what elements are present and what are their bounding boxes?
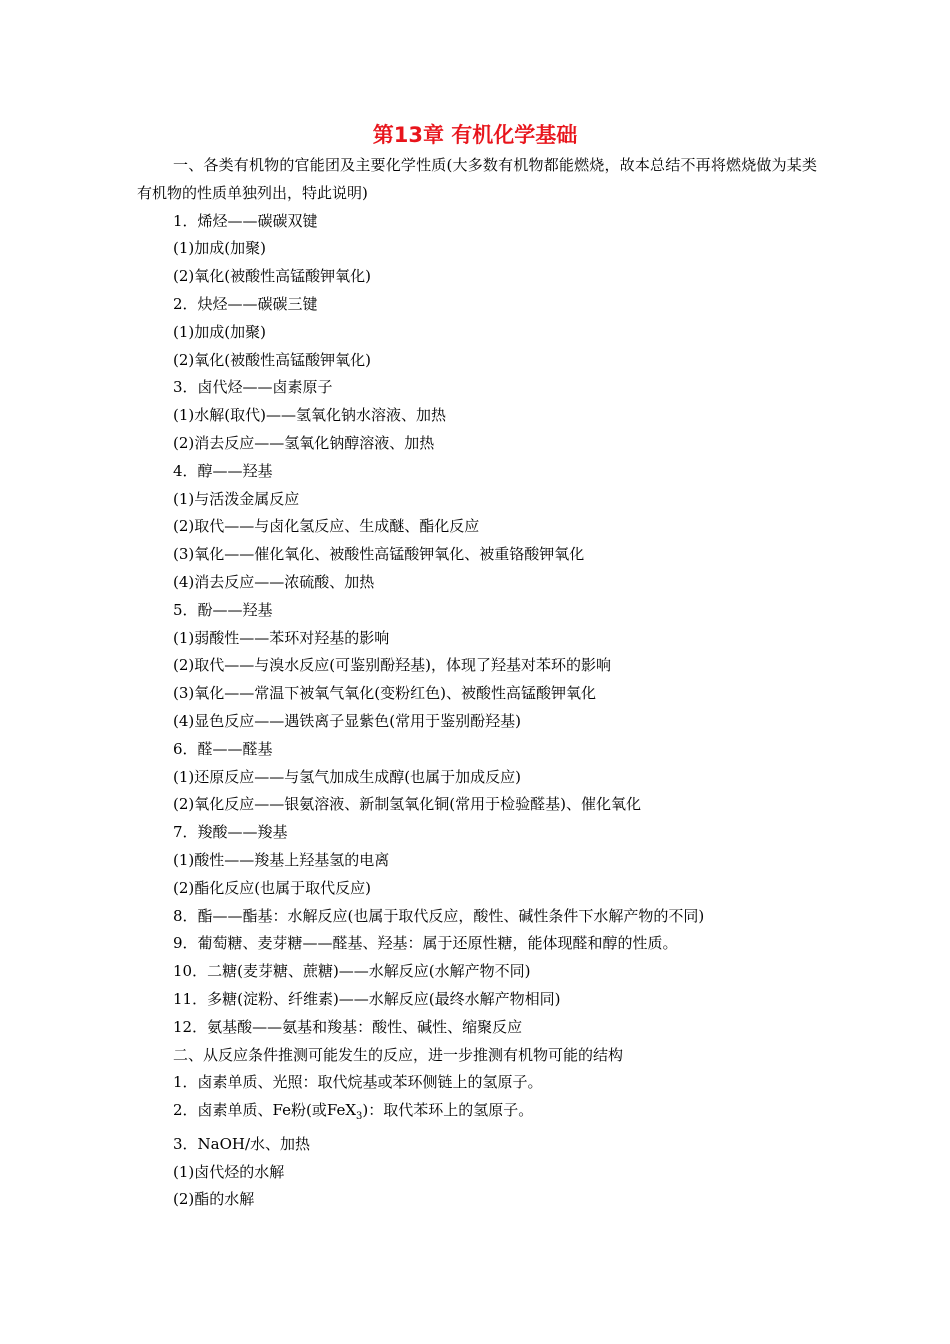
text-line: 6．醛——醛基 bbox=[173, 739, 273, 758]
text-line: (2)取代——与溴水反应(可鉴别酚羟基)，体现了羟基对苯环的影响 bbox=[173, 656, 611, 675]
text-line: 二、从反应条件推测可能发生的反应，进一步推测有机物可能的结构 bbox=[173, 1045, 624, 1064]
text-line: (1)酸性——羧基上羟基氢的电离 bbox=[173, 850, 390, 869]
text-line: (2)酯的水解 bbox=[173, 1190, 255, 1209]
text-line-fe bbox=[137, 1097, 817, 1131]
text-line: 3．卤代烃——卤素原子 bbox=[173, 378, 333, 397]
fe-line-before: 2．卤素单质、Fe粉(或FeX bbox=[173, 1101, 357, 1120]
text-line: (3)氧化——催化氧化、被酸性高锰酸钾氧化、被重铬酸钾氧化 bbox=[173, 545, 585, 564]
text-line: (1)与活泼金属反应 bbox=[173, 489, 300, 508]
content-lines bbox=[137, 208, 817, 1098]
text-line: 5．酚——羟基 bbox=[173, 600, 273, 619]
text-line: 10．二糖(麦芽糖、蔗糖)——水解反应(水解产物不同) bbox=[173, 962, 531, 981]
fe-line-subscript: 3 bbox=[356, 1111, 363, 1123]
text-line: (1)弱酸性——苯环对羟基的影响 bbox=[173, 628, 390, 647]
text-line: (3)氧化——常温下被氧气氧化(变粉红色)、被酸性高锰酸钾氧化 bbox=[173, 684, 596, 703]
text-line: 4．醇——羟基 bbox=[173, 461, 273, 480]
text-line: 1．烯烃——碳碳双键 bbox=[173, 211, 318, 230]
text-line: (1)加成(加聚) bbox=[173, 239, 266, 258]
text-line: 11．多糖(淀粉、纤维素)——水解反应(最终水解产物相同) bbox=[173, 989, 561, 1008]
intro-paragraph: 一、各类有机物的官能团及主要化学性质(大多数有机物都能燃烧，故本总结不再将燃烧做为某类有机物的性质单独列出，特此说明) bbox=[137, 156, 817, 202]
text-line: (1)还原反应——与氢气加成生成醇(也属于加成反应) bbox=[173, 767, 521, 786]
text-line: (2)消去反应——氢氧化钠醇溶液、加热 bbox=[173, 433, 435, 452]
text-line: (1)加成(加聚) bbox=[173, 322, 266, 341]
text-line: 7．羧酸——羧基 bbox=[173, 823, 288, 842]
text-line: (2)酯化反应(也属于取代反应) bbox=[173, 878, 371, 897]
document-body bbox=[137, 152, 817, 1214]
text-line: (1)卤代烃的水解 bbox=[173, 1162, 285, 1181]
text-line: (2)取代——与卤化氢反应、生成醚、酯化反应 bbox=[173, 517, 480, 536]
text-line: 3．NaOH/水、加热 bbox=[173, 1134, 311, 1153]
tail-lines bbox=[137, 1131, 817, 1214]
text-line: 9．葡萄糖、麦芽糖——醛基、羟基：属于还原性糖，能体现醛和醇的性质。 bbox=[173, 934, 678, 953]
text-line: 12．氨基酸——氨基和羧基：酸性、碱性、缩聚反应 bbox=[173, 1017, 523, 1036]
text-line: (2)氧化反应——银氨溶液、新制氢氧化铜(常用于检验醛基)、催化氧化 bbox=[173, 795, 641, 814]
chapter-title: 第13章 有机化学基础 bbox=[372, 123, 578, 147]
text-line: (4)消去反应——浓硫酸、加热 bbox=[173, 572, 375, 591]
fe-line-after: )：取代苯环上的氢原子。 bbox=[362, 1101, 534, 1120]
text-line: 2．炔烃——碳碳三键 bbox=[173, 294, 318, 313]
text-line: (4)显色反应——遇铁离子显紫色(常用于鉴别酚羟基) bbox=[173, 711, 521, 730]
text-line: 8．酯——酯基：水解反应(也属于取代反应，酸性、碱性条件下水解产物的不同) bbox=[173, 906, 705, 925]
text-line: (2)氧化(被酸性高锰酸钾氧化) bbox=[173, 350, 371, 369]
text-line: 1．卤素单质、光照：取代烷基或苯环侧链上的氢原子。 bbox=[173, 1073, 543, 1092]
text-line: (2)氧化(被酸性高锰酸钾氧化) bbox=[173, 267, 371, 286]
text-line: (1)水解(取代)——氢氧化钠水溶液、加热 bbox=[173, 406, 446, 425]
